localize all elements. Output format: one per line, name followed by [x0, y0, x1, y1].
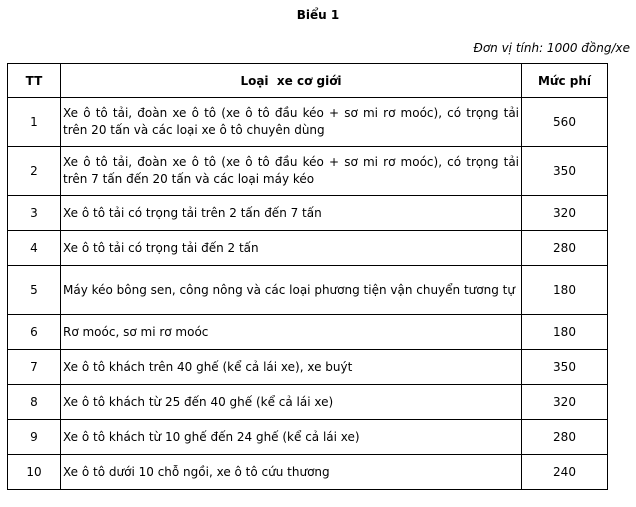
cell-fee: 350 [522, 147, 608, 196]
cell-fee: 240 [522, 455, 608, 490]
cell-vehicle-type: Máy kéo bông sen, công nông và các loại phương tiện vận chuyển tương tự [61, 266, 522, 315]
cell-fee: 280 [522, 231, 608, 266]
cell-vehicle-type: Xe ô tô tải, đoàn xe ô tô (xe ô tô đầu kéo + sơ mi rơ moóc), có trọng tải trên 7 tấn đến 20 tấn và các loại máy kéo [61, 147, 522, 196]
table-row [8, 147, 608, 196]
table-row [8, 196, 608, 231]
cell-vehicle-type: Xe ô tô tải có trọng tải đến 2 tấn [61, 231, 522, 266]
cell-tt: 8 [8, 385, 61, 420]
cell-vehicle-type: Xe ô tô tải, đoàn xe ô tô (xe ô tô đầu kéo + sơ mi rơ moóc), có trọng tải trên 20 tấn và các loại xe ô tô chuyên dùng [61, 98, 522, 147]
table-row [8, 455, 608, 490]
table-row [8, 420, 608, 455]
header-fee: Mức phí [522, 64, 608, 98]
document-title: Biểu 1 [296, 8, 340, 22]
table-row [8, 98, 608, 147]
unit-note: Đơn vị tính: 1000 đồng/xe [473, 41, 630, 55]
cell-vehicle-type: Xe ô tô dưới 10 chỗ ngồi, xe ô tô cứu thương [61, 455, 522, 490]
cell-tt: 3 [8, 196, 61, 231]
cell-fee: 320 [522, 196, 608, 231]
cell-tt: 10 [8, 455, 61, 490]
cell-fee: 180 [522, 315, 608, 350]
cell-vehicle-type: Xe ô tô khách từ 25 đến 40 ghế (kể cả lái xe) [61, 385, 522, 420]
table-row [8, 315, 608, 350]
cell-tt: 4 [8, 231, 61, 266]
cell-vehicle-type: Xe ô tô khách từ 10 ghế đến 24 ghế (kể cả lái xe) [61, 420, 522, 455]
cell-tt: 5 [8, 266, 61, 315]
table-row [8, 231, 608, 266]
header-tt: TT [8, 64, 61, 98]
cell-fee: 320 [522, 385, 608, 420]
cell-tt: 2 [8, 147, 61, 196]
table-row [8, 385, 608, 420]
table-header-row [8, 64, 608, 98]
cell-vehicle-type: Xe ô tô tải có trọng tải trên 2 tấn đến 7 tấn [61, 196, 522, 231]
cell-tt: 7 [8, 350, 61, 385]
cell-fee: 560 [522, 98, 608, 147]
cell-fee: 280 [522, 420, 608, 455]
cell-tt: 9 [8, 420, 61, 455]
cell-tt: 1 [8, 98, 61, 147]
header-vehicle-type: Loại xe cơ giới [61, 64, 522, 98]
cell-fee: 350 [522, 350, 608, 385]
table-row [8, 350, 608, 385]
fee-table [7, 63, 608, 490]
cell-vehicle-type: Xe ô tô khách trên 40 ghế (kể cả lái xe), xe buýt [61, 350, 522, 385]
cell-fee: 180 [522, 266, 608, 315]
cell-vehicle-type: Rơ moóc, sơ mi rơ moóc [61, 315, 522, 350]
table-row [8, 266, 608, 315]
cell-tt: 6 [8, 315, 61, 350]
